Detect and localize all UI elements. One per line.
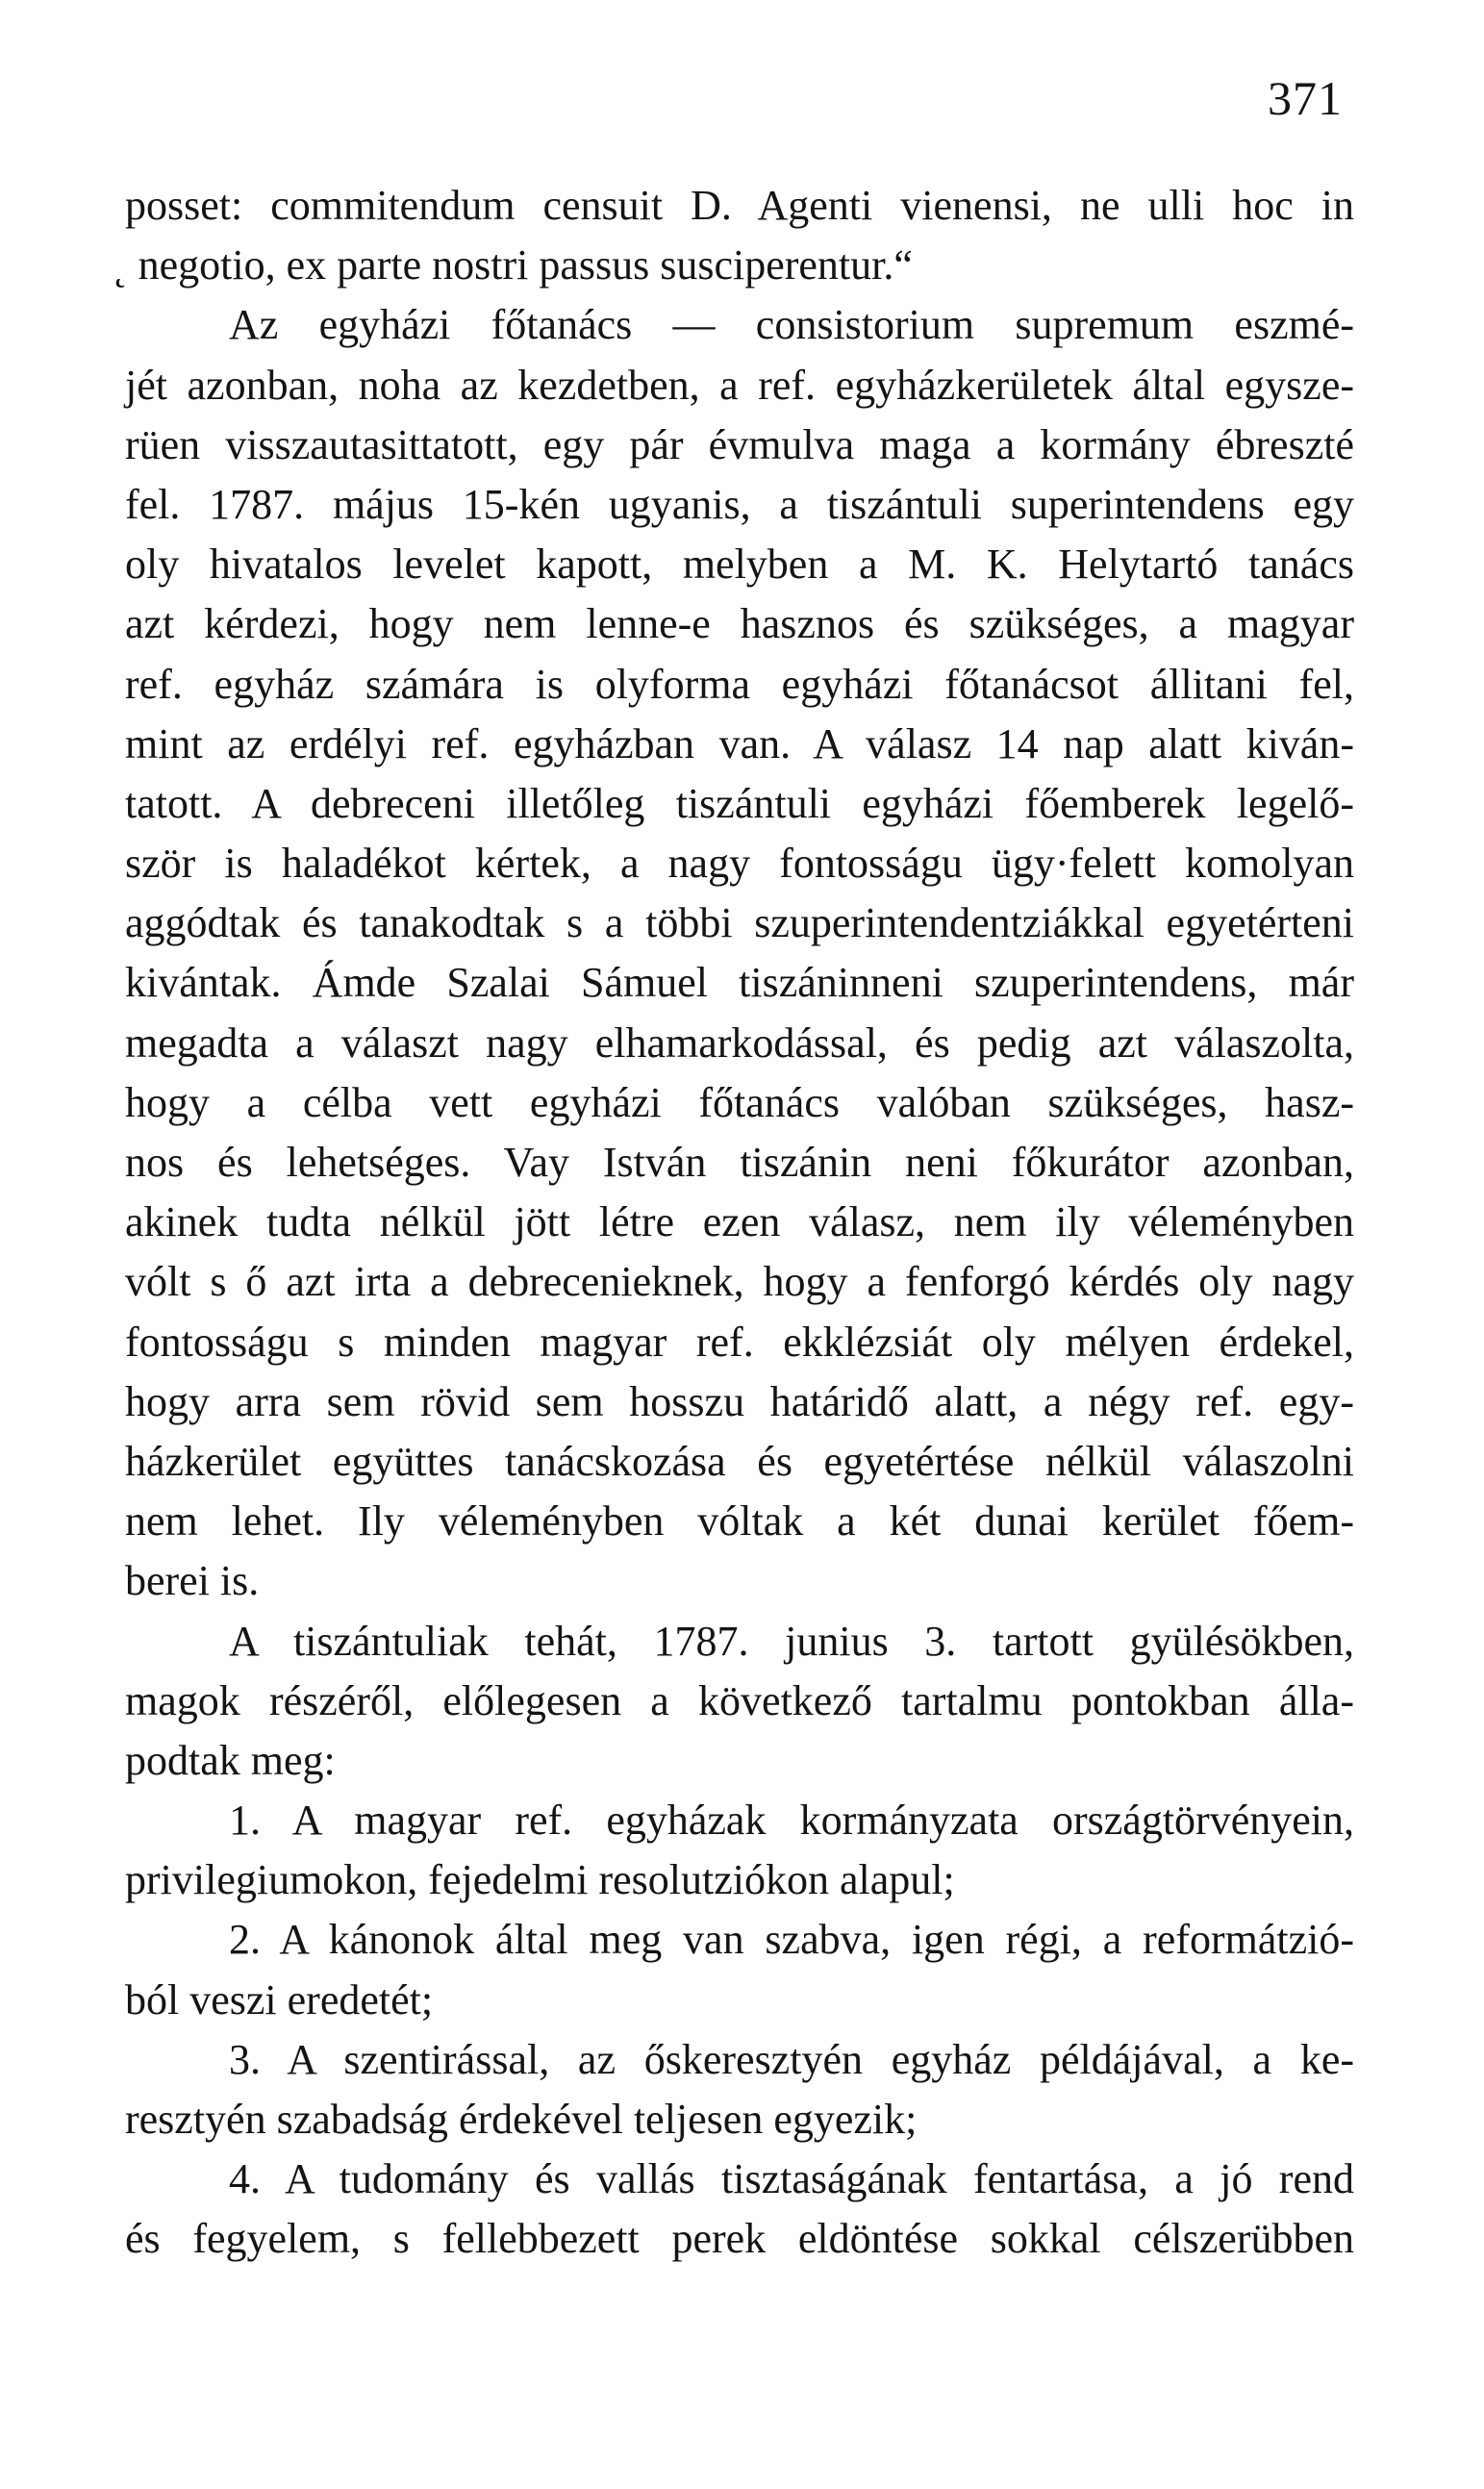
text-line: fontosságu s minden magyar ref. ekklézsiát oly mélyen érdekel, [125,1318,1354,1366]
list-item-line: és fegyelem, s fellebbezett perek eldöntése sokkal célszerübben [125,2215,1354,2263]
text-line: tatott. A debreceni illetőleg tiszántuli egyházi főemberek legelő- [125,779,1354,827]
page-number: 371 [1268,71,1343,125]
text-line: mint az erdélyi ref. egyházban van. A válasz 14 nap alatt kiván- [125,719,1354,767]
text-line: nem lehet. Ily véleményben vóltak a két dunai kerület főem- [125,1497,1354,1546]
body-text [113,176,1354,2270]
text-line: hogy a célba vett egyházi főtanács valóban szükséges, hasz- [125,1078,1354,1126]
text-line: magok részéről, előlegesen a következő tartalmu pontokban álla- [125,1676,1354,1724]
text-line: podtak meg: [125,1736,336,1784]
text-line: azt kérdezi, hogy nem lenne-e hasznos és szükséges, a magyar [125,600,1354,648]
text-line: hogy arra sem rövid sem hosszu határidő alatt, a négy ref. egy- [125,1377,1354,1425]
list-item-line: ból veszi eredetét; [125,1975,434,2024]
text-line: ször is haladékot kértek, a nagy fontosságu ügy·felett komolyan [125,840,1354,888]
text-line: házkerület együttes tanácskozása és egyetértése nélkül válaszolni [125,1437,1354,1485]
text-line: megadta a választ nagy elhamarkodással, és pedig azt válaszolta, [125,1018,1354,1067]
list-item-line: 1. A magyar ref. egyházak kormányzata országtörvényein, [229,1797,1354,1845]
text-line: oly hivatalos levelet kapott, melyben a M. K. Helytartó tanács [125,541,1354,589]
list-item-line: 3. A szentirással, az őskeresztyén egyház példájával, a ke- [229,2035,1354,2083]
list-item-line: 4. A tudomány és vallás tisztaságának fentartása, a jó rend [229,2155,1354,2203]
text-line: Az egyházi főtanács — consistorium supremum eszmé- [229,301,1354,349]
text-line: berei is. [125,1557,260,1605]
text-line: nos és lehetséges. Vay István tiszánin neni főkurátor azonban, [125,1139,1354,1186]
text-line: vólt s ő azt irta a debrecenieknek, hogy a fenforgó kérdés oly nagy [125,1258,1354,1306]
text-line: posset: commitendum censuit D. Agenti vienensi, ne ulli hoc in [125,182,1354,229]
text-line: akinek tudta nélkül jött létre ezen válasz, nem ily véleményben [125,1198,1354,1246]
text-line: aggódtak és tanakodtak s a többi szuperintendentziákkal egyetérteni [125,899,1354,947]
text-line: ref. egyház számára is olyforma egyházi főtanácsot állitani fel, [125,660,1354,708]
text-line: ˛ negotio, ex parte nostri passus susciperentur.“ [113,241,913,289]
list-item-line: resztyén szabadság érdekével teljesen egyezik; [125,2096,918,2143]
text-line: kivántak. Ámde Szalai Sámuel tiszáninneni szuperintendens, már [125,959,1354,1007]
text-line: fel. 1787. május 15-kén ugyanis, a tiszántuli superintendens egy [125,480,1354,528]
list-item-line: 2. A kánonok által meg van szabva, igen régi, a reformátzió- [229,1916,1354,1964]
text-line: jét azonban, noha az kezdetben, a ref. egyházkerületek által egysze- [125,361,1354,409]
list-item-line: privilegiumokon, fejedelmi resolutziókon alapul; [125,1856,955,1904]
text-line: A tiszántuliak tehát, 1787. junius 3. tartott gyülésökben, [229,1617,1354,1665]
text-line: rüen visszautasittatott, egy pár évmulva maga a kormány ébreszté [125,420,1354,468]
